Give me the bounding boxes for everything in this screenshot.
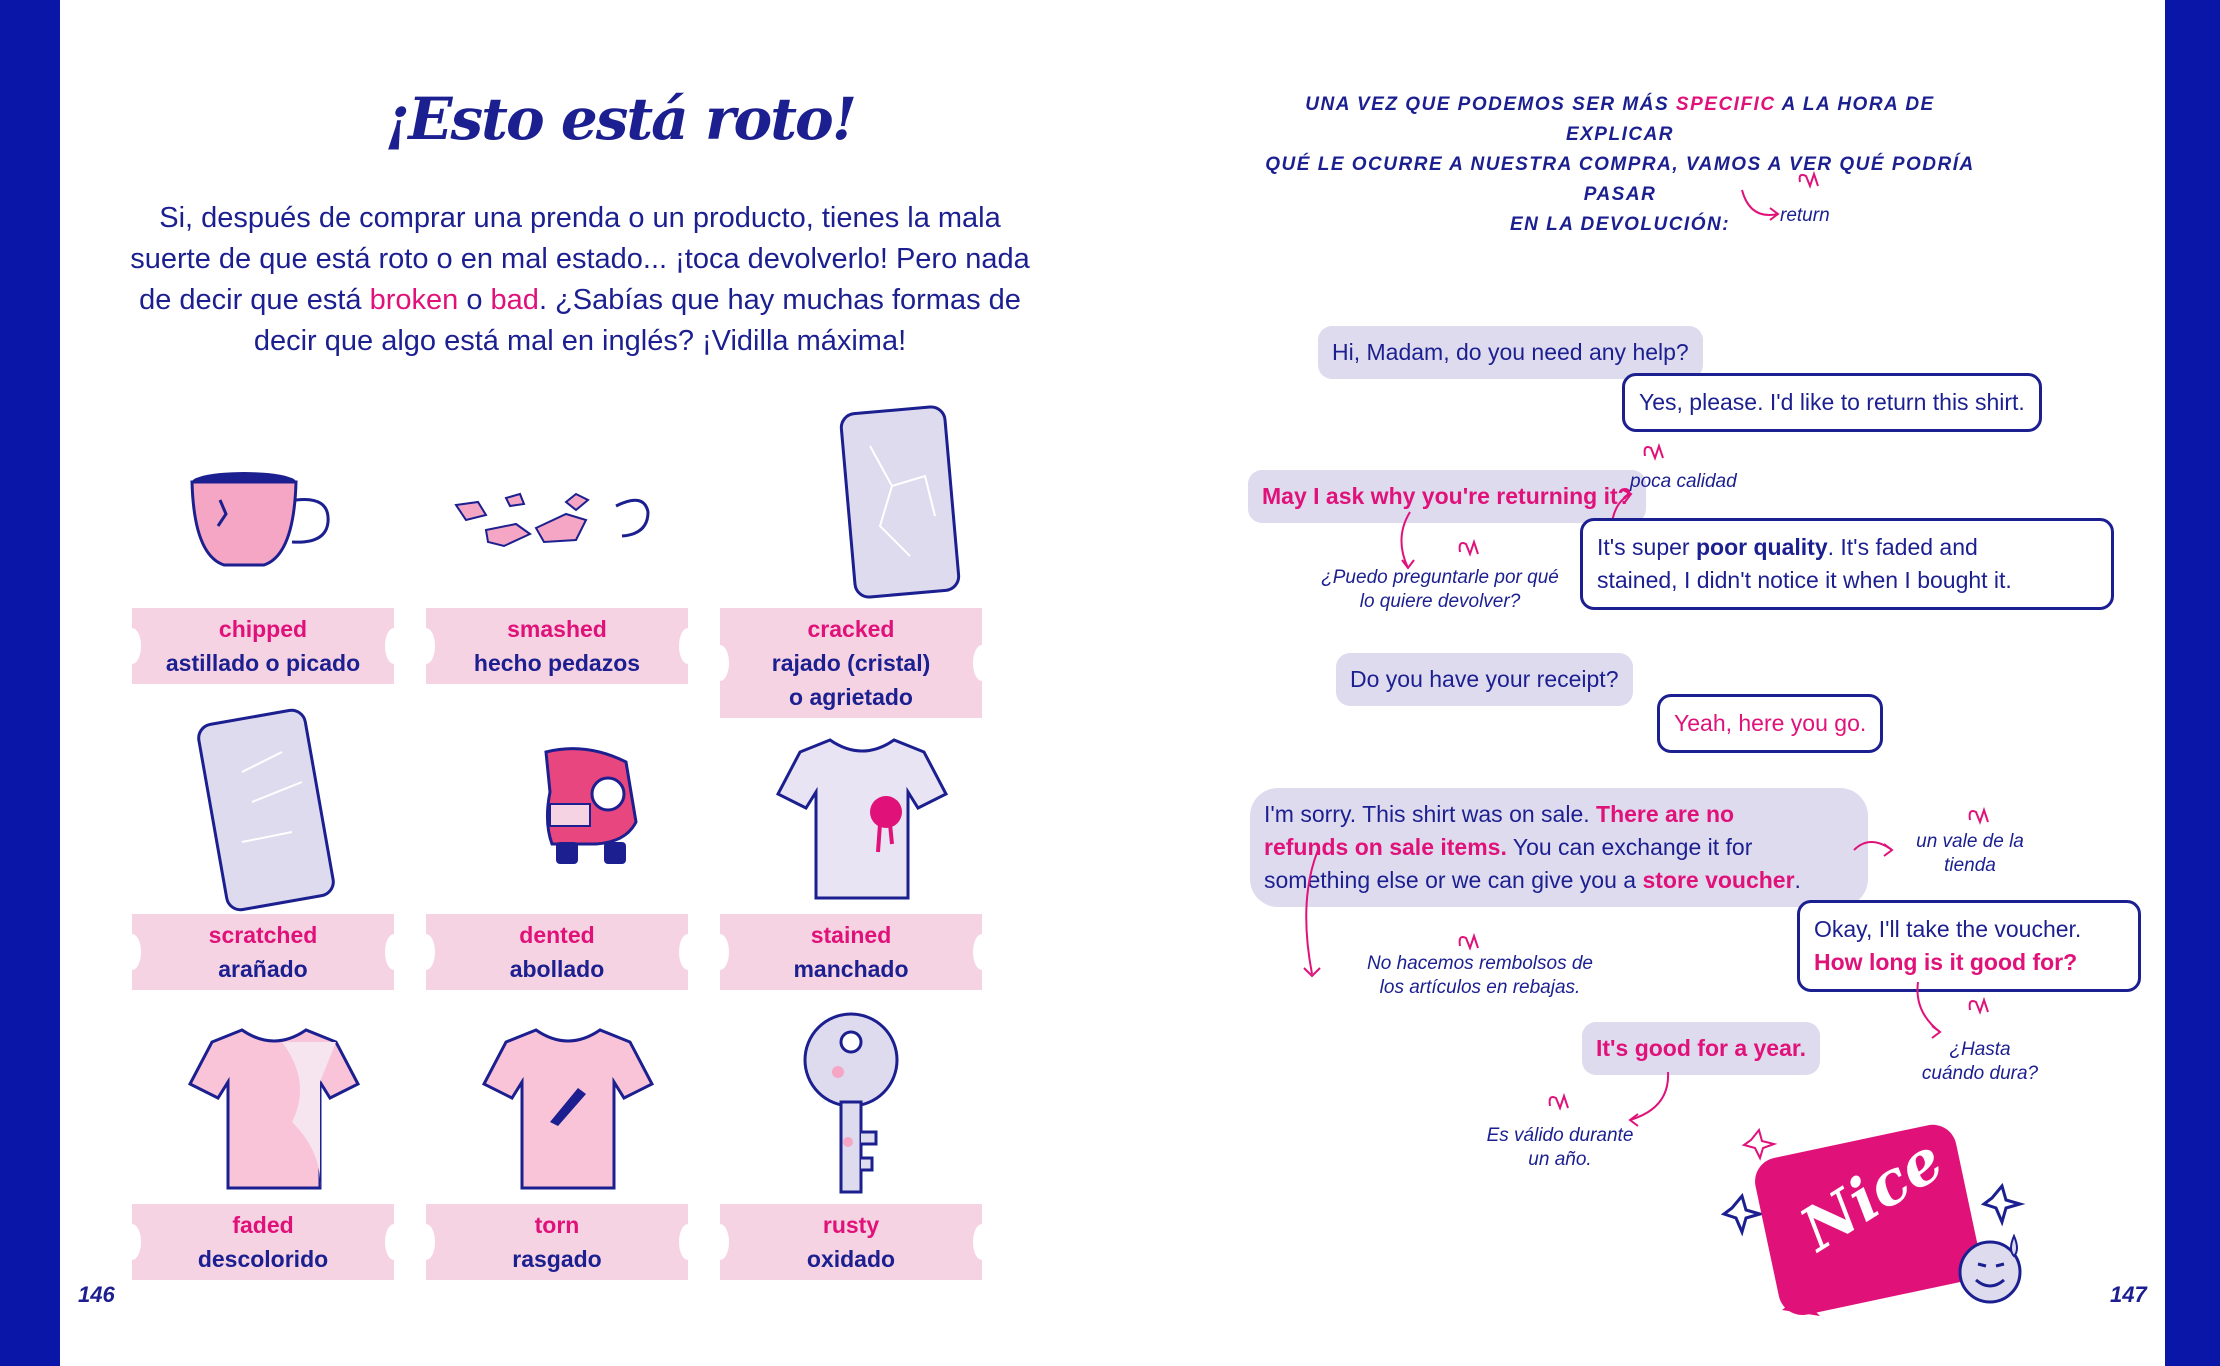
- q4-l2-post: You can exchange it for: [1506, 834, 1753, 860]
- page-title: ¡Esto está roto!: [384, 85, 856, 153]
- vocab-en: scratched: [208, 922, 318, 948]
- bubble-q1: Hi, Madam, do you need any help?: [1318, 326, 1703, 379]
- note-line: los artículos en rebajas.: [1379, 977, 1581, 998]
- a2-line-2: stained, I didn't notice it when I bought it.: [1597, 567, 2012, 593]
- q4-l1-bold: There are no: [1596, 801, 1735, 827]
- q4-l1-pre: I'm sorry. This shirt was on sale.: [1264, 801, 1597, 827]
- q4-l2-bold: refunds on sale items.: [1264, 834, 1507, 860]
- note-poca-calidad: poca calidad: [1630, 471, 1737, 492]
- cracked-phone-icon: [720, 406, 982, 606]
- vocab-en: smashed: [507, 616, 607, 642]
- hand-arrow-icon: [1910, 982, 2010, 1042]
- vocab-es: hecho pedazos: [473, 650, 641, 676]
- vocab-es: manchado: [793, 956, 909, 982]
- hand-arrow-icon: [1740, 170, 1840, 230]
- bubble-q5: It's good for a year.: [1582, 1022, 1820, 1075]
- page-number-left: 146: [78, 1282, 115, 1307]
- intro-b: A LA HORA DE EXPLICAR: [1565, 94, 1935, 145]
- note-line: ¿Hasta: [1949, 1039, 2011, 1060]
- bubble-a3: Yeah, here you go.: [1657, 694, 1883, 753]
- intro-text-2: . ¿Sabías que hay muchas formas de decir que algo está mal en inglés? ¡Vidilla máxima!: [253, 284, 1021, 357]
- hand-arrow-icon: [1390, 508, 1490, 588]
- a4-line-1: Okay, I'll take the voucher.: [1814, 916, 2082, 942]
- faded-shirt-icon: [132, 1002, 394, 1202]
- right-intro-line-3: EN LA DEVOLUCIÓN:: [1509, 214, 1731, 235]
- word-specific: SPECIFIC: [1675, 94, 1776, 115]
- rusty-key-icon: [720, 1002, 982, 1202]
- page-number-right: 147: [2110, 1282, 2147, 1307]
- book-spread: [60, 0, 2165, 1366]
- a2-post: . It's faded and: [1827, 534, 1978, 560]
- note-line: lo quiere devolver?: [1359, 591, 1521, 612]
- note-line: cuándo dura?: [1921, 1063, 2039, 1084]
- right-intro-line-2: QUÉ LE OCURRE A NUESTRA COMPRA, VAMOS A VER QUÉ PODRÍA PASAR: [1265, 154, 1975, 205]
- note-line: ¿Puedo preguntarle por qué: [1321, 567, 1559, 588]
- a2-pre: It's super: [1597, 534, 1696, 560]
- intro-a: UNA VEZ QUE PODEMOS SER MÁS: [1305, 94, 1676, 115]
- vocab-es-2: o agrietado: [789, 684, 913, 710]
- vocab-es: rasgado: [512, 1246, 602, 1272]
- torn-shirt-icon: [426, 1002, 688, 1202]
- intro-paragraph: [120, 198, 1040, 362]
- right-intro: [1250, 90, 1990, 240]
- a2-bold: poor quality: [1696, 534, 1828, 560]
- vocab-en: dented: [519, 922, 595, 948]
- vocab-es: rajado (cristal): [771, 650, 931, 676]
- q4-l3-bold: store voucher: [1642, 867, 1795, 893]
- q4-l3-post: .: [1794, 867, 1801, 893]
- bubble-a4: [1797, 900, 2141, 992]
- q4-l3-pre: something else or we can give you a: [1264, 867, 1643, 893]
- hand-arrow-icon: [1300, 850, 1520, 980]
- dented-car-icon: [426, 712, 688, 912]
- vocab-es: abollado: [509, 956, 605, 982]
- bubble-a2: [1580, 518, 2114, 610]
- vocab-en: rusty: [822, 1212, 880, 1238]
- note-line: un año.: [1528, 1149, 1592, 1170]
- hand-arrow-icon: [1530, 1068, 1700, 1148]
- vocab-en: chipped: [218, 616, 308, 642]
- word-broken: broken: [369, 284, 459, 316]
- vocab-en: stained: [810, 922, 892, 948]
- note-line: un vale de la: [1916, 831, 2024, 852]
- vocab-en: cracked: [807, 616, 895, 642]
- sticker-text: Nice: [1788, 1124, 1956, 1266]
- right-intro-line-1: [1250, 90, 1990, 150]
- smashed-pieces-icon: [426, 430, 688, 610]
- vocab-en: faded: [232, 1212, 294, 1238]
- a4-line-2: How long is it good for?: [1814, 949, 2078, 975]
- bubble-q2: May I ask why you're returning it?: [1248, 470, 1646, 523]
- bubble-q3: Do you have your receipt?: [1336, 653, 1633, 706]
- q4-line-1: [1264, 798, 1854, 831]
- note-line: tienda: [1944, 855, 1996, 876]
- note-line: No hacemos rembolsos de: [1367, 953, 1593, 974]
- vocab-es: oxidado: [806, 1246, 896, 1272]
- intro-or: o: [458, 284, 491, 316]
- hand-arrow-icon: [1615, 440, 1715, 530]
- stained-shirt-icon: [720, 712, 982, 912]
- note-return: return: [1780, 205, 1830, 226]
- note-line: Es válido durante: [1486, 1125, 1634, 1146]
- vocab-es: arañado: [218, 956, 308, 982]
- bubble-a1: Yes, please. I'd like to return this shirt.: [1622, 373, 2042, 432]
- word-bad: bad: [490, 284, 539, 316]
- scratched-phone-icon: [132, 712, 394, 912]
- vocab-en: torn: [534, 1212, 580, 1238]
- hand-arrow-icon: [1850, 798, 1950, 858]
- vocab-es: descolorido: [197, 1246, 329, 1272]
- note-hasta: [1900, 1038, 2060, 1086]
- vocab-es: astillado o picado: [165, 650, 361, 676]
- intro-text: Si, después de comprar una prenda o un producto, tienes la mala suerte de que está roto o en mal estado... ¡toca devolverlo! Pero nada de decir que está: [130, 202, 1030, 316]
- chipped-cup-icon: [132, 430, 394, 610]
- a2-line-1: [1597, 531, 2097, 564]
